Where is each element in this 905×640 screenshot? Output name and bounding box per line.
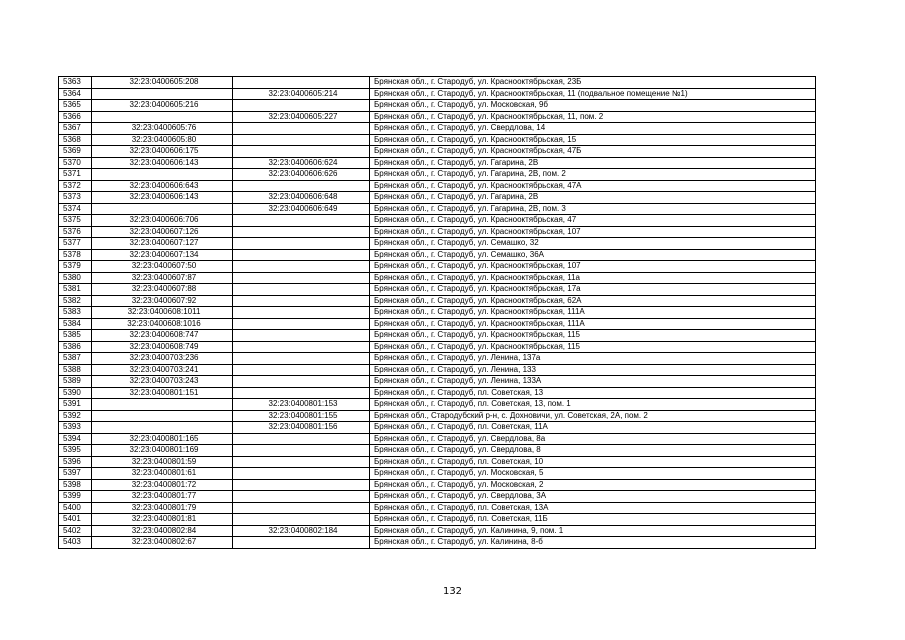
address-cell: Брянская обл., г. Стародуб, ул. Краснооктябрьская, 15 — [370, 134, 816, 146]
row-number-cell: 5400 — [59, 502, 92, 514]
table-row — [59, 169, 816, 181]
address-cell: Брянская обл., г. Стародуб, ул. Краснооктябрьская, 47А — [370, 180, 816, 192]
row-number-cell: 5382 — [59, 295, 92, 307]
address-cell: Брянская обл., г. Стародуб, ул. Краснооктябрьская, 111А — [370, 318, 816, 330]
address-cell: Брянская обл., г. Стародуб, ул. Ленина, 133 — [370, 364, 816, 376]
premises-cadastral-number-cell — [233, 180, 370, 192]
premises-cadastral-number-cell — [233, 307, 370, 319]
table-row — [59, 100, 816, 112]
premises-cadastral-number-cell — [233, 272, 370, 284]
table-row — [59, 341, 816, 353]
address-cell: Брянская обл., г. Стародуб, ул. Краснооктябрьская, 11, пом. 2 — [370, 111, 816, 123]
address-cell: Брянская обл., г. Стародуб, пл. Советская, 10 — [370, 456, 816, 468]
table-row — [59, 525, 816, 537]
table-row — [59, 203, 816, 215]
table-row — [59, 249, 816, 261]
cadastral-number-cell: 32:23:0400802:67 — [92, 537, 233, 549]
address-cell: Брянская обл., г. Стародуб, ул. Краснооктябрьская, 11а — [370, 272, 816, 284]
row-number-cell: 5384 — [59, 318, 92, 330]
row-number-cell: 5397 — [59, 468, 92, 480]
address-cell: Брянская обл., г. Стародуб, пл. Советская, 13 — [370, 387, 816, 399]
address-cell: Брянская обл., г. Стародуб, ул. Гагарина, 2В, пом. 2 — [370, 169, 816, 181]
address-cell: Брянская обл., г. Стародуб, ул. Свердлова, 3А — [370, 491, 816, 503]
table-row — [59, 491, 816, 503]
row-number-cell: 5366 — [59, 111, 92, 123]
table-row — [59, 422, 816, 434]
premises-cadastral-number-cell — [233, 261, 370, 273]
cadastral-number-cell: 32:23:0400607:127 — [92, 238, 233, 250]
row-number-cell: 5394 — [59, 433, 92, 445]
row-number-cell: 5378 — [59, 249, 92, 261]
address-cell: Брянская обл., г. Стародуб, ул. Краснооктябрьская, 17а — [370, 284, 816, 296]
premises-cadastral-number-cell — [233, 238, 370, 250]
table-row — [59, 410, 816, 422]
address-cell: Брянская обл., Стародубский р-н, с. Дохновичи, ул. Советская, 2А, пом. 2 — [370, 410, 816, 422]
premises-cadastral-number-cell — [233, 445, 370, 457]
table-row — [59, 238, 816, 250]
premises-cadastral-number-cell — [233, 387, 370, 399]
premises-cadastral-number-cell — [233, 318, 370, 330]
address-cell: Брянская обл., г. Стародуб, ул. Свердлова, 8а — [370, 433, 816, 445]
cadastral-number-cell — [92, 111, 233, 123]
cadastral-number-cell: 32:23:0400703:236 — [92, 353, 233, 365]
table-row — [59, 353, 816, 365]
premises-cadastral-number-cell: 32:23:0400801:155 — [233, 410, 370, 422]
premises-cadastral-number-cell — [233, 479, 370, 491]
premises-cadastral-number-cell — [233, 468, 370, 480]
table-row — [59, 433, 816, 445]
row-number-cell: 5401 — [59, 514, 92, 526]
row-number-cell: 5379 — [59, 261, 92, 273]
table-row — [59, 387, 816, 399]
cadastral-number-cell: 32:23:0400606:175 — [92, 146, 233, 158]
row-number-cell: 5365 — [59, 100, 92, 112]
address-cell: Брянская обл., г. Стародуб, ул. Краснооктябрьская, 23Б — [370, 77, 816, 89]
row-number-cell: 5364 — [59, 88, 92, 100]
cadastral-number-cell: 32:23:0400801:81 — [92, 514, 233, 526]
table-row — [59, 146, 816, 158]
cadastral-number-cell: 32:23:0400608:1016 — [92, 318, 233, 330]
cadastral-number-cell: 32:23:0400605:76 — [92, 123, 233, 135]
address-cell: Брянская обл., г. Стародуб, пл. Советская, 13, пом. 1 — [370, 399, 816, 411]
address-cell: Брянская обл., г. Стародуб, ул. Ленина, 137а — [370, 353, 816, 365]
page-number: 132 — [442, 586, 463, 597]
address-cell: Брянская обл., г. Стародуб, ул. Краснооктябрьская, 115 — [370, 341, 816, 353]
table-row — [59, 295, 816, 307]
table-row — [59, 284, 816, 296]
row-number-cell: 5372 — [59, 180, 92, 192]
table-row — [59, 180, 816, 192]
row-number-cell: 5399 — [59, 491, 92, 503]
cadastral-number-cell: 32:23:0400606:643 — [92, 180, 233, 192]
row-number-cell: 5392 — [59, 410, 92, 422]
cadastral-number-cell: 32:23:0400607:134 — [92, 249, 233, 261]
premises-cadastral-number-cell — [233, 341, 370, 353]
cadastral-number-cell — [92, 203, 233, 215]
premises-cadastral-number-cell — [233, 215, 370, 227]
address-cell: Брянская обл., г. Стародуб, ул. Гагарина, 2В, пом. 3 — [370, 203, 816, 215]
address-cell: Брянская обл., г. Стародуб, ул. Гагарина, 2В — [370, 157, 816, 169]
row-number-cell: 5377 — [59, 238, 92, 250]
cadastral-number-cell: 32:23:0400605:208 — [92, 77, 233, 89]
premises-cadastral-number-cell: 32:23:0400606:649 — [233, 203, 370, 215]
address-cell: Брянская обл., г. Стародуб, ул. Краснооктябрьская, 11 (подвальное помещение №1) — [370, 88, 816, 100]
address-cell: Брянская обл., г. Стародуб, ул. Свердлова, 8 — [370, 445, 816, 457]
address-cell: Брянская обл., г. Стародуб, пл. Советская, 11А — [370, 422, 816, 434]
row-number-cell: 5385 — [59, 330, 92, 342]
table-row — [59, 514, 816, 526]
row-number-cell: 5386 — [59, 341, 92, 353]
cadastral-number-cell — [92, 422, 233, 434]
premises-cadastral-number-cell: 32:23:0400605:214 — [233, 88, 370, 100]
premises-cadastral-number-cell — [233, 146, 370, 158]
table-row — [59, 399, 816, 411]
cadastral-number-cell: 32:23:0400801:169 — [92, 445, 233, 457]
cadastral-number-cell: 32:23:0400608:749 — [92, 341, 233, 353]
address-cell: Брянская обл., г. Стародуб, ул. Краснооктябрьская, 62А — [370, 295, 816, 307]
premises-cadastral-number-cell — [233, 123, 370, 135]
row-number-cell: 5387 — [59, 353, 92, 365]
cadastral-number-cell: 32:23:0400801:79 — [92, 502, 233, 514]
row-number-cell: 5398 — [59, 479, 92, 491]
row-number-cell: 5395 — [59, 445, 92, 457]
row-number-cell: 5389 — [59, 376, 92, 388]
cadastral-number-cell: 32:23:0400801:165 — [92, 433, 233, 445]
row-number-cell: 5373 — [59, 192, 92, 204]
cadastral-number-cell: 32:23:0400605:216 — [92, 100, 233, 112]
premises-cadastral-number-cell — [233, 284, 370, 296]
row-number-cell: 5370 — [59, 157, 92, 169]
table-row — [59, 445, 816, 457]
table-row — [59, 192, 816, 204]
address-cell: Брянская обл., г. Стародуб, пл. Советская, 13А — [370, 502, 816, 514]
address-cell: Брянская обл., г. Стародуб, ул. Краснооктябрьская, 111А — [370, 307, 816, 319]
row-number-cell: 5402 — [59, 525, 92, 537]
premises-cadastral-number-cell — [233, 502, 370, 514]
address-cell: Брянская обл., г. Стародуб, пл. Советская, 11Б — [370, 514, 816, 526]
cadastral-number-cell: 32:23:0400607:126 — [92, 226, 233, 238]
table-row — [59, 330, 816, 342]
table-row — [59, 88, 816, 100]
premises-cadastral-number-cell: 32:23:0400605:227 — [233, 111, 370, 123]
cadastral-number-cell: 32:23:0400608:1011 — [92, 307, 233, 319]
registry-table — [58, 76, 816, 549]
cadastral-number-cell: 32:23:0400607:88 — [92, 284, 233, 296]
premises-cadastral-number-cell: 32:23:0400606:648 — [233, 192, 370, 204]
row-number-cell: 5375 — [59, 215, 92, 227]
cadastral-number-cell: 32:23:0400801:59 — [92, 456, 233, 468]
cadastral-number-cell: 32:23:0400703:241 — [92, 364, 233, 376]
premises-cadastral-number-cell — [233, 77, 370, 89]
row-number-cell: 5390 — [59, 387, 92, 399]
row-number-cell: 5367 — [59, 123, 92, 135]
cadastral-number-cell: 32:23:0400801:77 — [92, 491, 233, 503]
premises-cadastral-number-cell — [233, 295, 370, 307]
cadastral-number-cell — [92, 399, 233, 411]
row-number-cell: 5391 — [59, 399, 92, 411]
address-cell: Брянская обл., г. Стародуб, ул. Свердлова, 14 — [370, 123, 816, 135]
cadastral-number-cell — [92, 88, 233, 100]
row-number-cell: 5371 — [59, 169, 92, 181]
premises-cadastral-number-cell — [233, 226, 370, 238]
cadastral-number-cell: 32:23:0400801:151 — [92, 387, 233, 399]
table-row — [59, 479, 816, 491]
cadastral-number-cell: 32:23:0400703:243 — [92, 376, 233, 388]
cadastral-number-cell: 32:23:0400801:61 — [92, 468, 233, 480]
premises-cadastral-number-cell — [233, 514, 370, 526]
cadastral-number-cell: 32:23:0400802:84 — [92, 525, 233, 537]
cadastral-number-cell — [92, 410, 233, 422]
address-cell: Брянская обл., г. Стародуб, ул. Краснооктябрьская, 107 — [370, 261, 816, 273]
row-number-cell: 5380 — [59, 272, 92, 284]
row-number-cell: 5368 — [59, 134, 92, 146]
address-cell: Брянская обл., г. Стародуб, ул. Краснооктябрьская, 47Б — [370, 146, 816, 158]
row-number-cell: 5403 — [59, 537, 92, 549]
row-number-cell: 5381 — [59, 284, 92, 296]
cadastral-number-cell: 32:23:0400606:143 — [92, 192, 233, 204]
address-cell: Брянская обл., г. Стародуб, ул. Семашко, 32 — [370, 238, 816, 250]
address-cell: Брянская обл., г. Стародуб, ул. Гагарина, 2В — [370, 192, 816, 204]
row-number-cell: 5396 — [59, 456, 92, 468]
address-cell: Брянская обл., г. Стародуб, ул. Московская, 2 — [370, 479, 816, 491]
premises-cadastral-number-cell — [233, 100, 370, 112]
premises-cadastral-number-cell: 32:23:0400802:184 — [233, 525, 370, 537]
table-row — [59, 134, 816, 146]
address-cell: Брянская обл., г. Стародуб, ул. Ленина, 133А — [370, 376, 816, 388]
row-number-cell: 5383 — [59, 307, 92, 319]
table-row — [59, 111, 816, 123]
cadastral-number-cell: 32:23:0400608:747 — [92, 330, 233, 342]
premises-cadastral-number-cell — [233, 134, 370, 146]
cadastral-number-cell — [92, 169, 233, 181]
table-row — [59, 364, 816, 376]
premises-cadastral-number-cell: 32:23:0400801:156 — [233, 422, 370, 434]
cadastral-number-cell: 32:23:0400606:143 — [92, 157, 233, 169]
table-row — [59, 502, 816, 514]
row-number-cell: 5393 — [59, 422, 92, 434]
table-row — [59, 376, 816, 388]
address-cell: Брянская обл., г. Стародуб, ул. Московская, 5 — [370, 468, 816, 480]
premises-cadastral-number-cell — [233, 456, 370, 468]
row-number-cell: 5388 — [59, 364, 92, 376]
table-row — [59, 226, 816, 238]
premises-cadastral-number-cell: 32:23:0400801:153 — [233, 399, 370, 411]
premises-cadastral-number-cell — [233, 433, 370, 445]
table-row — [59, 537, 816, 549]
row-number-cell: 5374 — [59, 203, 92, 215]
cadastral-number-cell: 32:23:0400606:706 — [92, 215, 233, 227]
table-row — [59, 215, 816, 227]
premises-cadastral-number-cell — [233, 353, 370, 365]
premises-cadastral-number-cell — [233, 491, 370, 503]
address-cell: Брянская обл., г. Стародуб, ул. Московская, 9б — [370, 100, 816, 112]
table-row — [59, 272, 816, 284]
cadastral-number-cell: 32:23:0400607:50 — [92, 261, 233, 273]
table-row — [59, 318, 816, 330]
cadastral-number-cell: 32:23:0400607:87 — [92, 272, 233, 284]
premises-cadastral-number-cell: 32:23:0400606:626 — [233, 169, 370, 181]
table-row — [59, 157, 816, 169]
address-cell: Брянская обл., г. Стародуб, ул. Краснооктябрьская, 47 — [370, 215, 816, 227]
premises-cadastral-number-cell — [233, 249, 370, 261]
premises-cadastral-number-cell — [233, 376, 370, 388]
address-cell: Брянская обл., г. Стародуб, ул. Краснооктябрьская, 115 — [370, 330, 816, 342]
row-number-cell: 5369 — [59, 146, 92, 158]
premises-cadastral-number-cell — [233, 364, 370, 376]
address-cell: Брянская обл., г. Стародуб, ул. Краснооктябрьская, 107 — [370, 226, 816, 238]
address-cell: Брянская обл., г. Стародуб, ул. Калинина, 9, пом. 1 — [370, 525, 816, 537]
cadastral-number-cell: 32:23:0400605:80 — [92, 134, 233, 146]
table-row — [59, 468, 816, 480]
table-row — [59, 123, 816, 135]
row-number-cell: 5376 — [59, 226, 92, 238]
table-row — [59, 307, 816, 319]
registry-table-body — [59, 77, 816, 549]
table-row — [59, 261, 816, 273]
table-row — [59, 77, 816, 89]
cadastral-number-cell: 32:23:0400607:92 — [92, 295, 233, 307]
row-number-cell: 5363 — [59, 77, 92, 89]
premises-cadastral-number-cell — [233, 330, 370, 342]
premises-cadastral-number-cell: 32:23:0400606:624 — [233, 157, 370, 169]
address-cell: Брянская обл., г. Стародуб, ул. Семашко, 36А — [370, 249, 816, 261]
premises-cadastral-number-cell — [233, 537, 370, 549]
address-cell: Брянская обл., г. Стародуб, ул. Калинина, 8-б — [370, 537, 816, 549]
table-row — [59, 456, 816, 468]
cadastral-number-cell: 32:23:0400801:72 — [92, 479, 233, 491]
